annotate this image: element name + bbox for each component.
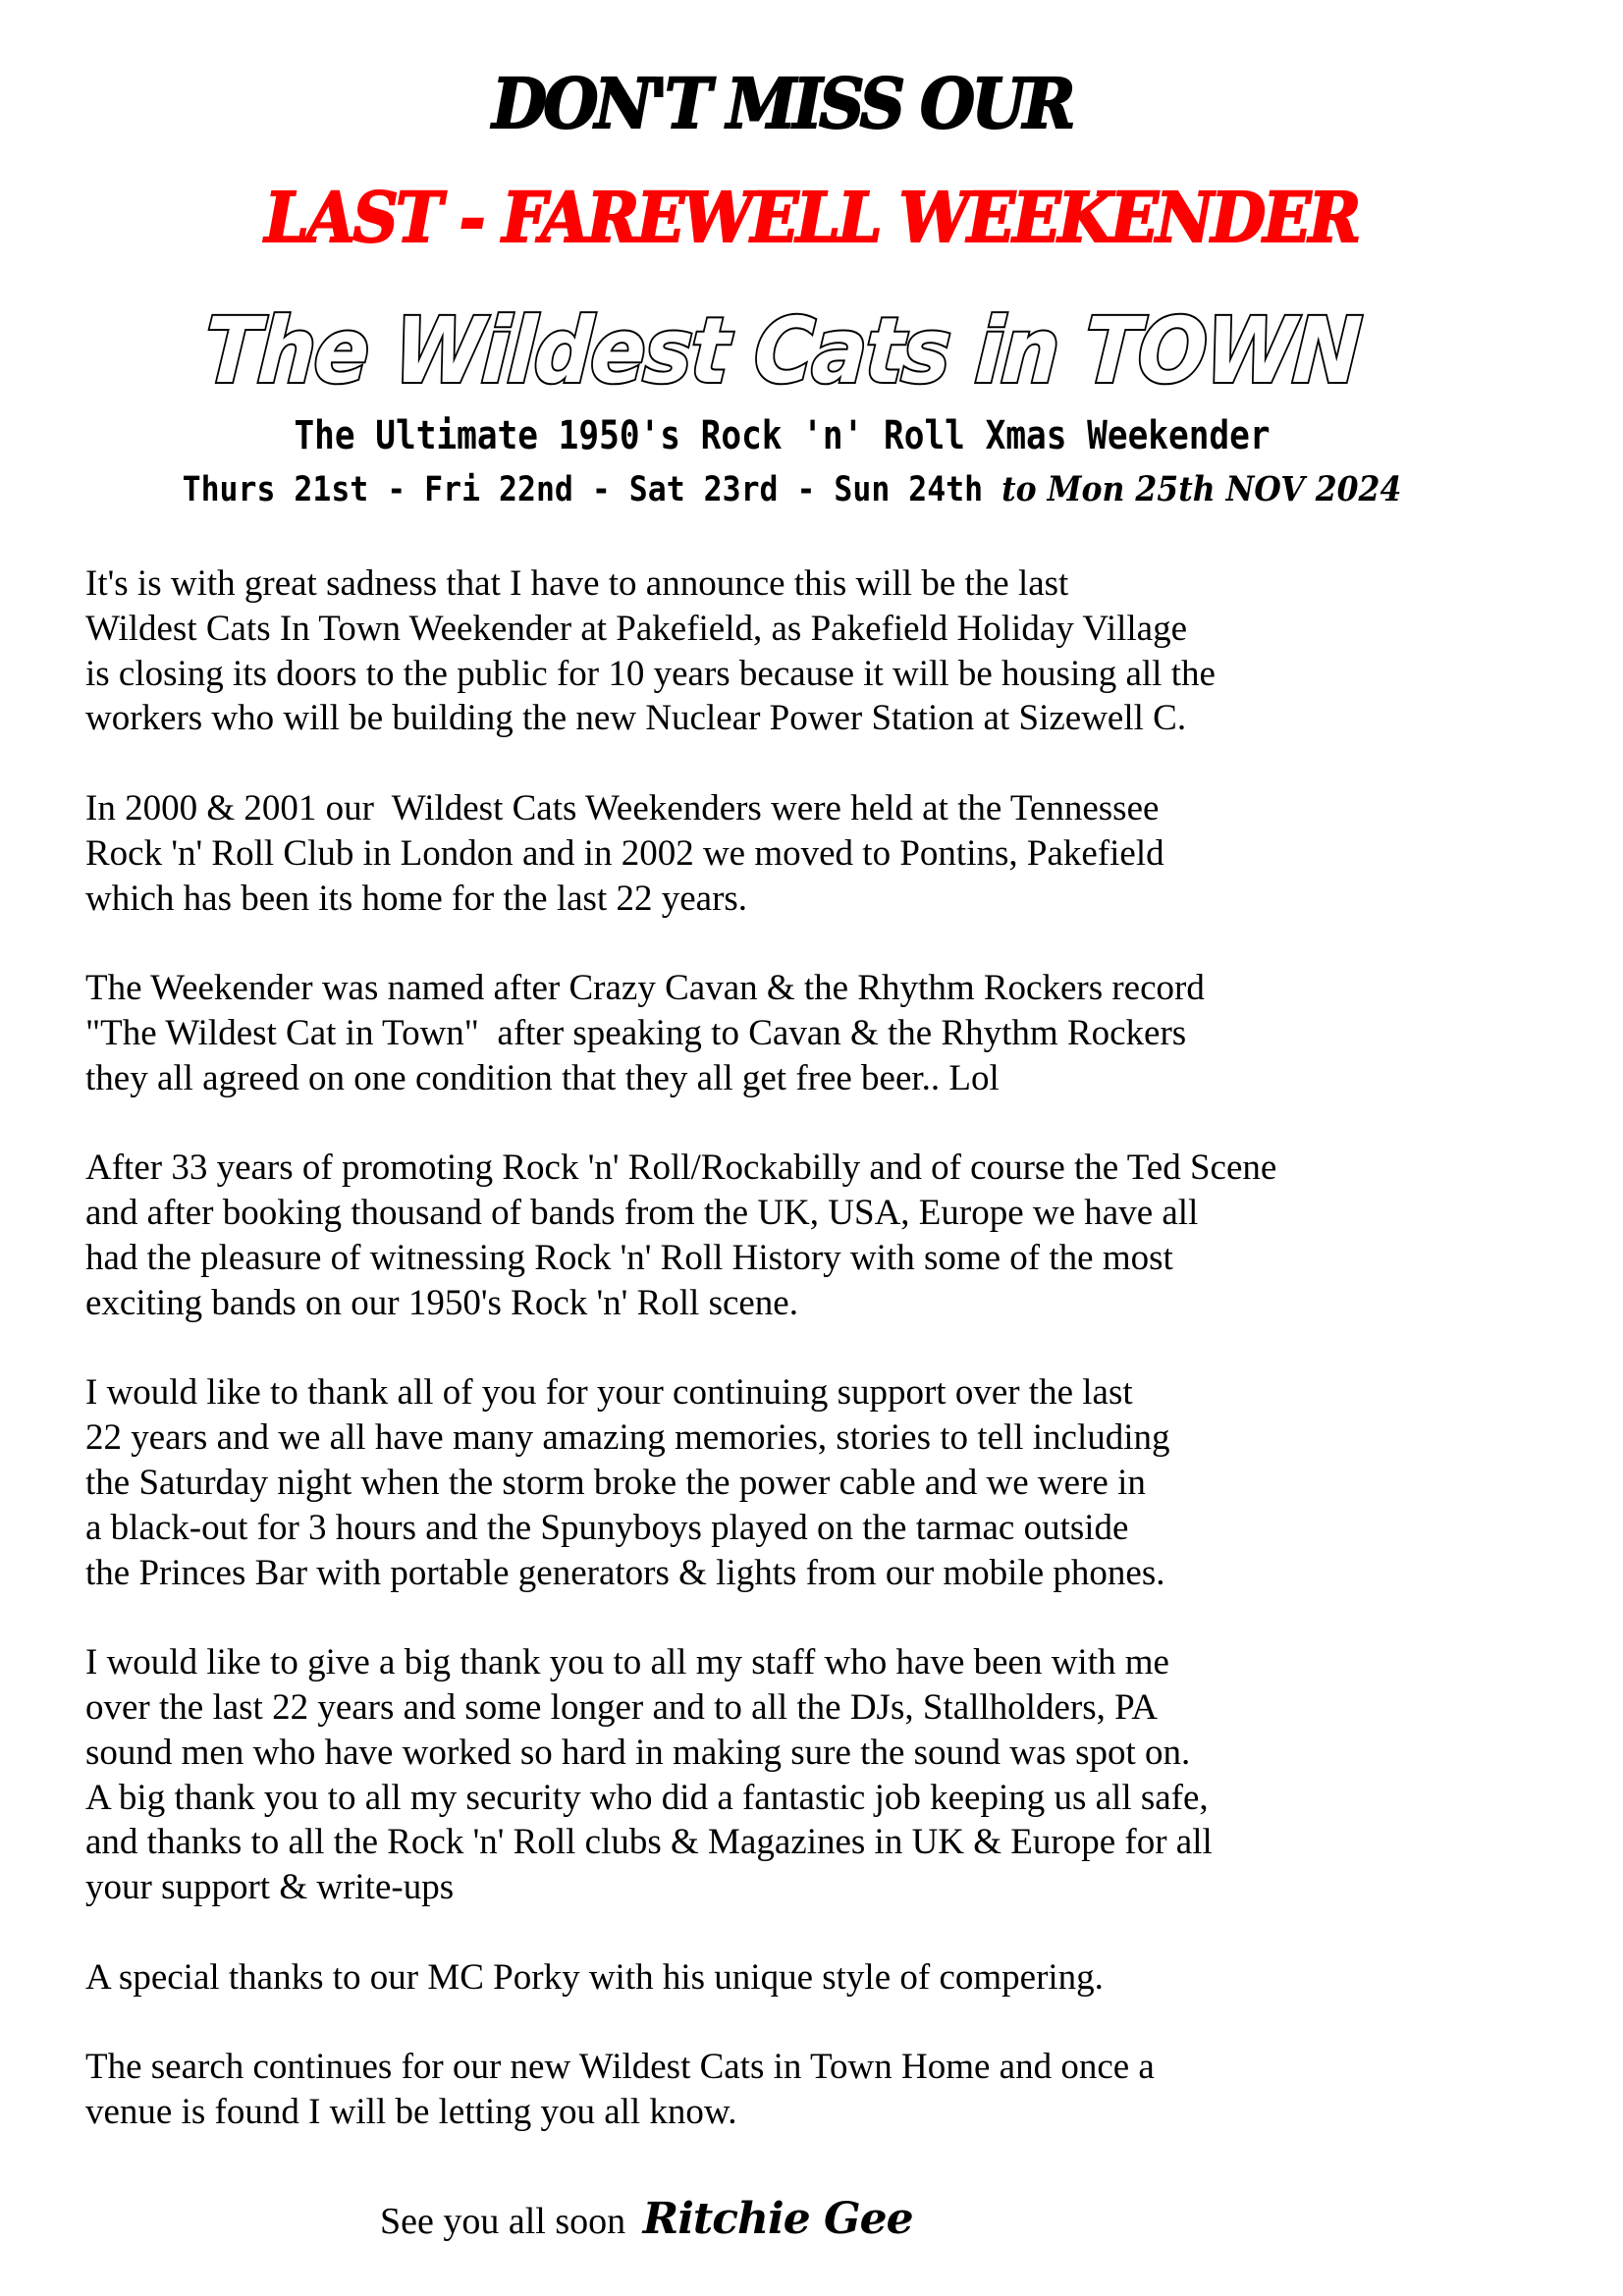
paragraph xyxy=(85,966,1617,1100)
paragraph-line: The search continues for our new Wildest Cats in Town Home and once a xyxy=(85,2047,1155,2088)
headline-last-farewell: LAST - FAREWELL WEEKENDER xyxy=(264,177,1359,258)
paragraph-line: had the pleasure of witnessing Rock 'n' Roll History with some of the most xyxy=(85,1237,1173,1278)
paragraph-line: over the last 22 years and some longer and to all the DJs, Stallholders, PA xyxy=(85,1686,1159,1728)
paragraph-line: After 33 years of promoting Rock 'n' Roll/Rockabilly and of course the Ted Scene xyxy=(85,1148,1277,1189)
paragraph-line: and thanks to all the Rock 'n' Roll clubs & Magazines in UK & Europe for all xyxy=(85,1822,1213,1863)
event-dates-end: to Mon 25th NOV 2024 xyxy=(1001,469,1402,509)
paragraph xyxy=(85,1640,1617,1910)
paragraph xyxy=(85,2045,1617,2135)
paragraph xyxy=(85,1146,1617,1325)
paragraph-line: I would like to give a big thank you to all my staff who have been with me xyxy=(85,1642,1169,1683)
paragraph-line: Wildest Cats In Town Weekender at Pakefield, as Pakefield Holiday Village xyxy=(85,608,1188,649)
paragraph-line: In 2000 & 2001 our Wildest Cats Weekenders were held at the Tennessee xyxy=(85,787,1160,828)
paragraph xyxy=(85,786,1617,921)
letter-body xyxy=(85,561,1617,2180)
paragraph-line: which has been its home for the last 22 years. xyxy=(85,878,748,919)
paragraph xyxy=(85,1370,1617,1595)
paragraph-line: the Saturday night when the storm broke the power cable and we were in xyxy=(85,1462,1146,1503)
paragraph-line: 22 years and we all have many amazing memories, stories to tell including xyxy=(85,1417,1170,1459)
paragraph-line: is closing its doors to the public for 10 years because it will be housing all the xyxy=(85,653,1216,694)
paragraph-line: A big thank you to all my security who did a fantastic job keeping us all safe, xyxy=(85,1777,1209,1818)
paragraph xyxy=(85,561,1617,741)
paragraph-line: exciting bands on our 1950's Rock 'n' Roll scene. xyxy=(85,1282,798,1323)
paragraph-line: workers who will be building the new Nuclear Power Station at Sizewell C. xyxy=(85,698,1187,739)
paragraph xyxy=(85,1955,1617,2001)
paragraph-line: "The Wildest Cat in Town" after speaking to Cavan & the Rhythm Rockers xyxy=(85,1012,1187,1053)
paragraph-line: The Weekender was named after Crazy Cavan & the Rhythm Rockers record xyxy=(85,968,1205,1009)
event-title: The Wildest Cats in TOWN xyxy=(200,298,1364,403)
signoff-text: See you all soon xyxy=(380,2201,626,2242)
paragraph-line: It's is with great sadness that I have to announce this will be the last xyxy=(85,563,1069,604)
paragraph-line: your support & write-ups xyxy=(85,1867,455,1908)
signature: Ritchie Gee xyxy=(642,2194,913,2244)
paragraph-line: sound men who have worked so hard in making sure the sound was spot on. xyxy=(85,1732,1191,1773)
paragraph-line: they all agreed on one condition that they all get free beer.. Lol xyxy=(85,1057,1000,1098)
paragraph-line: the Princes Bar with portable generators & lights from our mobile phones. xyxy=(85,1552,1165,1593)
event-subtitle: The Ultimate 1950's Rock 'n' Roll Xmas Weekender xyxy=(294,413,1271,458)
paragraph-line: Rock 'n' Roll Club in London and in 2002 we moved to Pontins, Pakefield xyxy=(85,832,1164,874)
paragraph-line: venue is found I will be letting you all know. xyxy=(85,2092,737,2133)
signoff xyxy=(380,2195,913,2246)
event-dates xyxy=(62,467,1523,512)
paragraph-line: a black-out for 3 hours and the Spunyboys played on the tarmac outside xyxy=(85,1507,1129,1548)
headline-dont-miss: DON'T MISS OUR xyxy=(492,63,1072,144)
paragraph-line: I would like to thank all of you for your continuing support over the last xyxy=(85,1372,1133,1414)
paragraph-line: and after booking thousand of bands from the UK, USA, Europe we have all xyxy=(85,1193,1199,1234)
event-dates-main: Thurs 21st - Fri 22nd - Sat 23rd - Sun 24th xyxy=(182,470,1002,509)
paragraph-line: A special thanks to our MC Porky with his unique style of compering. xyxy=(85,1956,1104,1998)
